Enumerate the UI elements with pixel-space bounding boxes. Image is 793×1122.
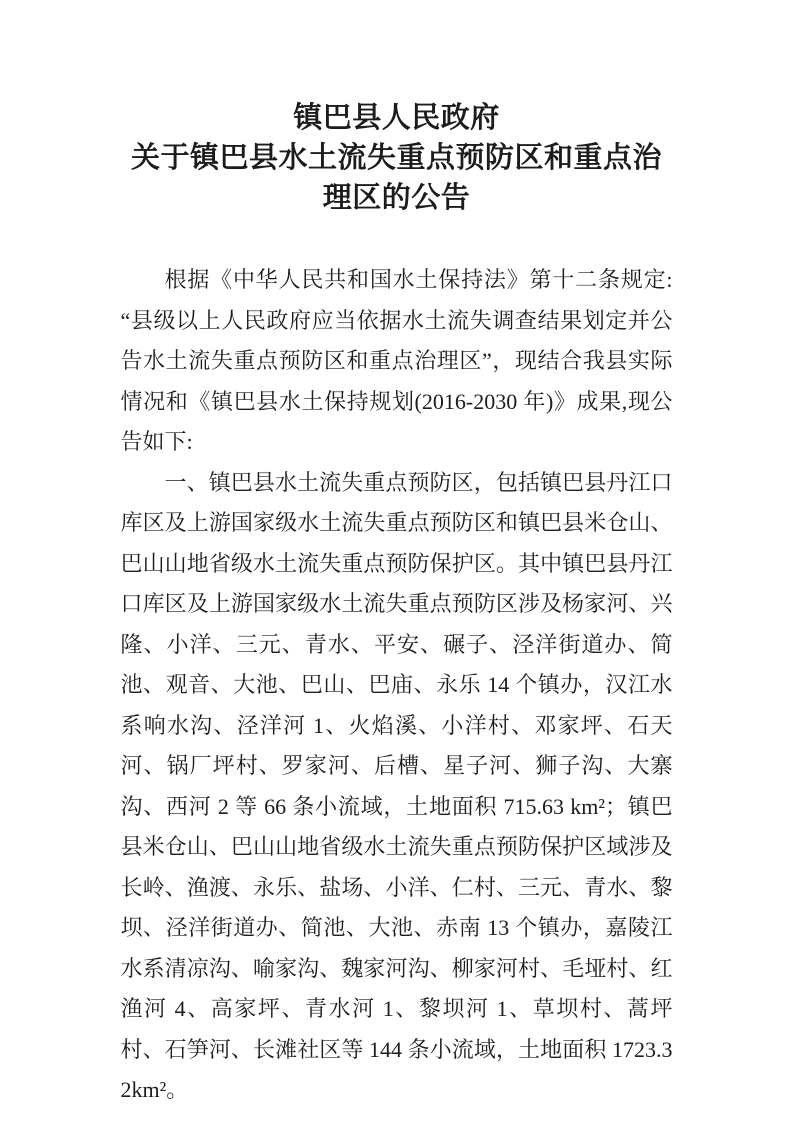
document-body (121, 260, 673, 1111)
document-title (128, 98, 666, 218)
paragraph-legal-basis: 根据《中华人民共和国水土保持法》第十二条规定:“县级以上人民政府应当依据水土流失调查结果划定并公告水土流失重点预防区和重点治理区”，现结合我县实际情况和《镇巴县水土保持规划(2016-2030 年)》成果,现公告如下: (120, 267, 673, 454)
paragraph-section-one-prevention-zones: 一、镇巴县水土流失重点预防区，包括镇巴县丹江口库区及上游国家级水土流失重点预防区和镇巴县米仓山、巴山山地省级水土流失重点预防保护区。其中镇巴县丹江口库区及上游国家级水土流失重点预防区涉及杨家河、兴隆、小洋、三元、青水、平安、碾子、泾洋街道办、简池、观音、大池、巴山、巴庙、永乐 14 个镇办，汉江水系响水沟、泾洋河 1、火焰溪、小洋村、邓家坪、石天河、锅厂坪村、罗家河、后槽、星子河、狮子沟、大寨沟、西河 2 等 66 条小流域，土地面积 715.63 km²；镇巴县米仓山、巴山山地省级水土流失重点预防保护区域涉及长岭、渔渡、永乐、盐场、小洋、仁村、三元、青水、黎坝、泾洋街道办、简池、大池、赤南 13 个镇办，嘉陵江水系清凉沟、喻家沟、魏家河沟、柳家河村、毛垭村、红渔河 4、高家坪、青水河 1、黎坝河 1、草坝村、蒿坪村、石笋河、长滩社区等 144 条小流域，土地面积 1723.32km²。 (120, 469, 673, 1102)
title-line-organization: 镇巴县人民政府 (293, 102, 500, 134)
title-line-subject: 关于镇巴县水土流失重点预防区和重点治理区的公告 (130, 142, 662, 214)
